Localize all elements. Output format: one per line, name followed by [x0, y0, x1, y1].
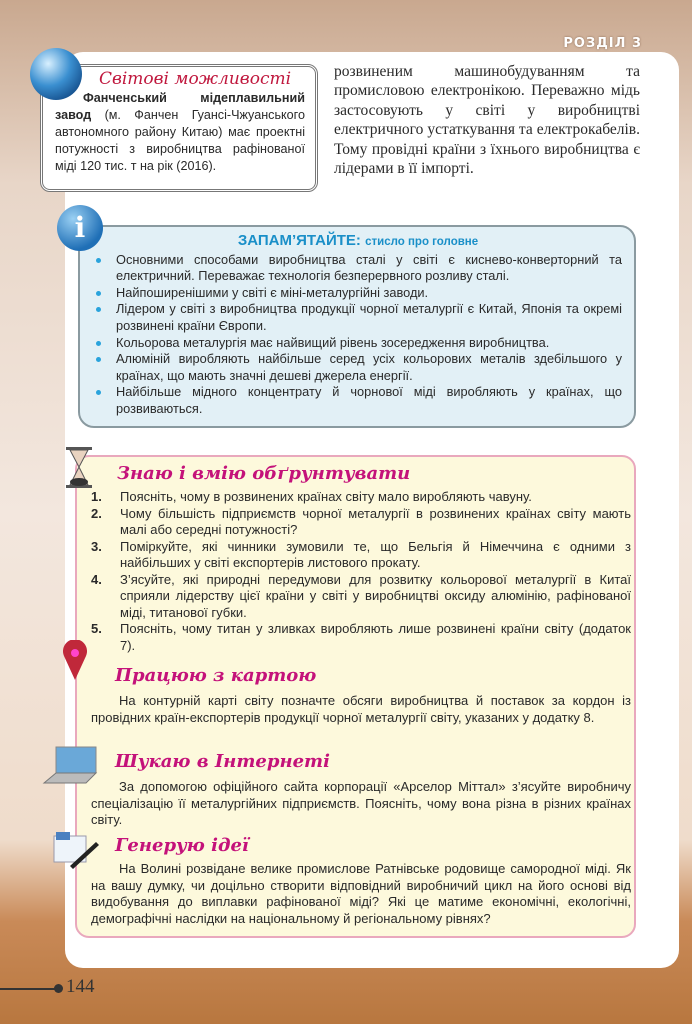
map-pin-icon — [60, 640, 90, 682]
task-text: Чому більшість підприємств чорної металургії в розвинених країнах світу мають малі або середні потужності? — [120, 505, 631, 537]
feature-text — [55, 90, 305, 175]
list-item: Найбільше мідного концентрату й чорнової міді виробляють у країнах, що розвиваються. — [94, 384, 622, 417]
pen-paper-icon — [48, 828, 100, 870]
page-dot — [54, 984, 63, 993]
section-label: РОЗДІЛ 3 — [563, 36, 642, 51]
page-number: 144 — [66, 976, 95, 997]
internet-text: За допомогою офіційного сайта корпорації «Арселор Міттал» з’ясуйте виробничу спеціалізацію її металургійних підприємств. Поясніть, чому вона різна в різних країнах світу. — [91, 779, 631, 827]
map-text: На контурній карті світу позначте обсяги виробництва й поставок за кордон із провідних країн-експортерів продукції чорної металургії світу, указаних у додатку 8. — [91, 693, 631, 725]
globe-icon — [30, 48, 82, 100]
task-item — [91, 506, 631, 539]
feature-bold: Фанченський мідеплавильний завод — [55, 91, 305, 122]
internet-title: Шукаю в Інтернеті — [115, 751, 330, 772]
list-item: Кольорова металургія має найвищий рівень зосередження виробництва. — [94, 335, 622, 352]
remember-subtitle: стисло про головне — [365, 236, 479, 248]
page-line — [0, 988, 58, 990]
main-paragraph: розвиненим машинобудуванням та промисловою електронікою. Переважно мідь застосовують у світі у виробництві електричного устаткування та електрокабелів. Тому провідні країни з їхнього виробництва є лідерами в її імпорті. — [334, 63, 640, 178]
ideas-title: Генерую ідеї — [115, 835, 249, 856]
task-item — [91, 572, 631, 622]
remember-box — [78, 225, 636, 428]
task-number: 4. — [91, 571, 102, 587]
task-item — [91, 621, 631, 654]
remember-title — [94, 233, 622, 251]
task-number: 2. — [91, 505, 102, 521]
remember-heading: ЗАПАМ’ЯТАЙТЕ: — [237, 232, 361, 249]
hourglass-icon — [62, 445, 96, 493]
task-item — [91, 489, 631, 506]
list-item: Найпоширенішими у світі є міні-металургійні заводи. — [94, 285, 622, 302]
list-item: Лідером у світі з виробництва продукції чорної металургії є Китай, Японія та окремі розвинені країни Європи. — [94, 301, 622, 334]
know-title: Знаю і вмію обґрунтувати — [117, 463, 411, 484]
tasks-box — [75, 455, 636, 938]
list-item: Алюміній виробляють найбільше серед усіх кольорових металів здебільшого у країнах, що мають значні дешеві джерела енергії. — [94, 351, 622, 384]
ideas-text: На Волині розвідане велике промислове Ратнівське родовище самородної міді. Як на вашу думку, чи доцільно створити відповідний виробничий цикл на його основі від видобування до виплавки рафінованої міді? Які це матиме економічні, екологічні, демографічні наслідки на національному й регіональному рівнях? — [91, 861, 631, 926]
task-number: 3. — [91, 538, 102, 554]
info-icon: i — [57, 205, 103, 251]
map-title: Працюю з картою — [115, 665, 317, 686]
task-text: З’ясуйте, які природні передумови для розвитку кольорової металургії в Китаї сприяли лідерству цієї країни у світі у виробництві оксиду алюмінію, рафінованої міді, титанової губки. — [120, 571, 631, 620]
task-text: Поясніть, чому в розвинених країнах світу мало виробляють чавуну. — [120, 489, 532, 504]
task-item — [91, 539, 631, 572]
feature-body: (м. Фанчен Гуансі-Чжуанського автономного району Китаю) має проектні потужності з виробництва рафінованої міді 120 тис. т на рік (2016). — [55, 108, 305, 173]
task-text: Поміркуйте, які чинники зумовили те, що Бельгія й Німеччина є одними з найбільших у світі експортерів листового прокату. — [120, 538, 631, 570]
world-opportunities-box — [40, 64, 318, 192]
task-number: 5. — [91, 621, 102, 636]
laptop-icon — [40, 745, 100, 787]
know-list — [91, 489, 631, 654]
task-text: Поясніть, чому титан у зливках виробляють лише розвинені країни світу (додаток 7). — [120, 621, 631, 653]
list-item: Основними способами виробництва сталі у світі є киснево-конверторний та електричний. Переважає технологія безперервного розливу сталі. — [94, 252, 622, 285]
task-number: 1. — [91, 489, 102, 504]
feature-title: Світові можливості — [98, 69, 292, 89]
